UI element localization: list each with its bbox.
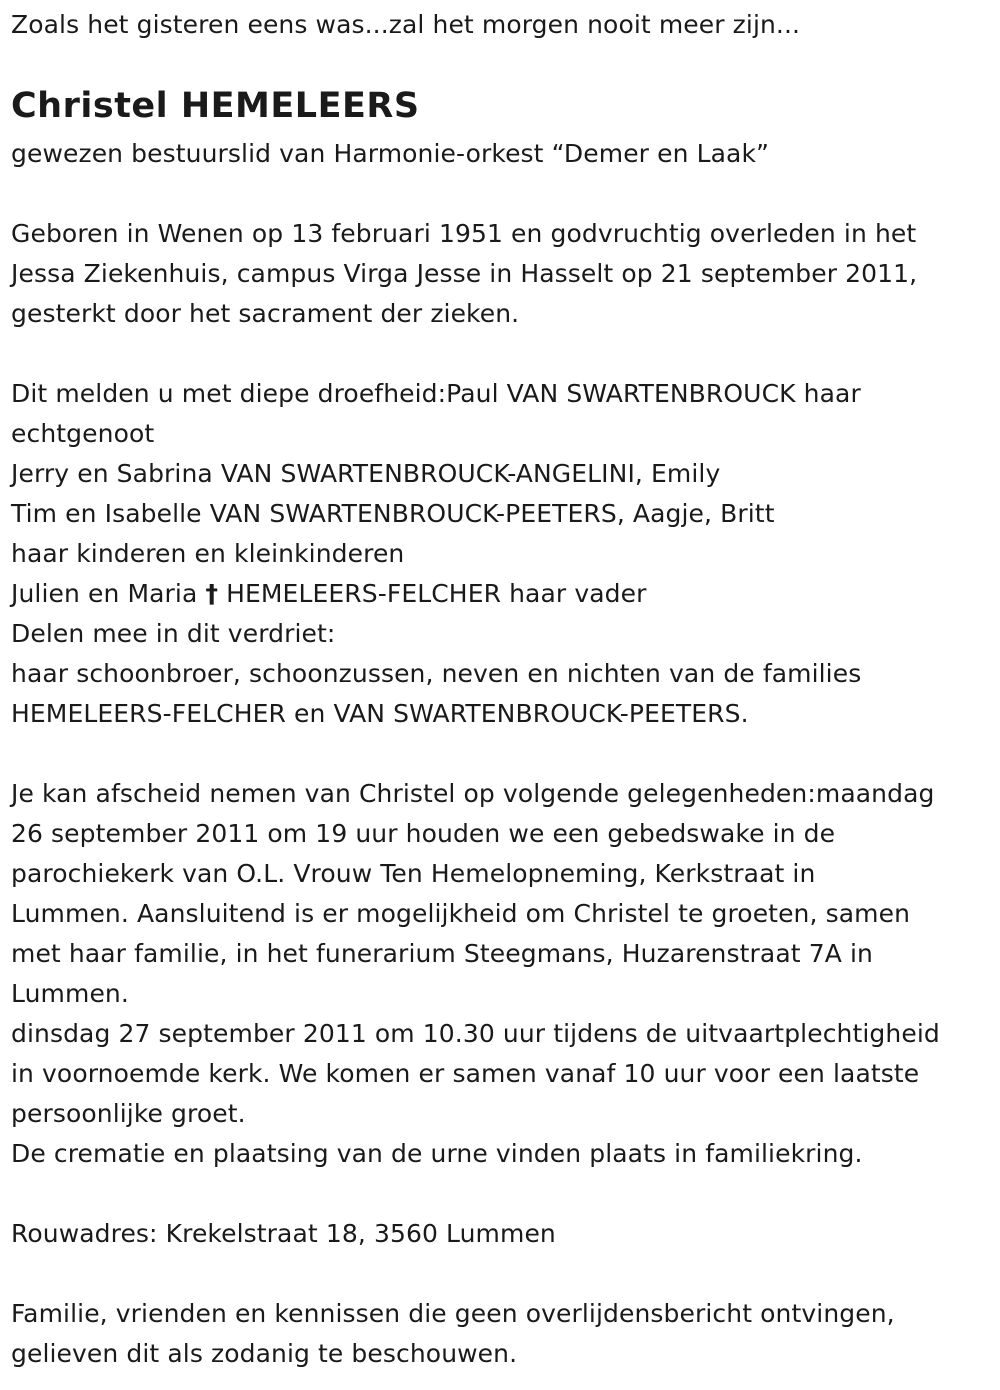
text-line: gesterkt door het sacrament der zieken. bbox=[11, 299, 520, 328]
text-line: haar kinderen en kleinkinderen bbox=[11, 539, 405, 568]
text-line: Delen mee in dit verdriet: bbox=[11, 619, 336, 648]
text-line: gelieven dit als zodanig te beschouwen. bbox=[11, 1339, 518, 1368]
text-line: Geboren in Wenen op 13 februari 1951 en godvruchtig overleden in het bbox=[11, 219, 917, 248]
text-segment: HEMELEERS-FELCHER haar vader bbox=[218, 579, 647, 608]
text-line: dinsdag 27 september 2011 om 10.30 uur tijdens de uitvaartplechtigheid bbox=[11, 1019, 940, 1048]
text-line: Familie, vrienden en kennissen die geen overlijdensbericht ontvingen, bbox=[11, 1299, 895, 1328]
motto: Zoals het gisteren eens was...zal het morgen nooit meer zijn... bbox=[11, 10, 801, 39]
text-line: Jerry en Sabrina VAN SWARTENBROUCK-ANGELINI, Emily bbox=[11, 459, 721, 488]
mourning-address: Rouwadres: Krekelstraat 18, 3560 Lummen bbox=[11, 1219, 556, 1248]
deceased-name: Christel HEMELEERS bbox=[11, 86, 420, 126]
text-line: parochiekerk van O.L. Vrouw Ten Hemelopneming, Kerkstraat in bbox=[11, 859, 816, 888]
subtitle: gewezen bestuurslid van Harmonie-orkest “Demer en Laak” bbox=[11, 139, 770, 168]
text-line: HEMELEERS-FELCHER en VAN SWARTENBROUCK-PEETERS. bbox=[11, 699, 749, 728]
text-line: 26 september 2011 om 19 uur houden we een gebedswake in de bbox=[11, 819, 836, 848]
cross-icon: † bbox=[205, 579, 219, 608]
text-line-with-cross bbox=[11, 574, 861, 614]
text-line: Lummen. Aansluitend is er mogelijkheid om Christel te groeten, samen bbox=[11, 899, 911, 928]
subtitle-block bbox=[11, 134, 769, 174]
text-line: Dit melden u met diepe droefheid:Paul VAN SWARTENBROUCK haar bbox=[11, 379, 861, 408]
text-line: echtgenoot bbox=[11, 419, 155, 448]
text-line: met haar familie, in het funerarium Steegmans, Huzarenstraat 7A in bbox=[11, 939, 873, 968]
family-paragraph bbox=[11, 374, 861, 734]
text-line: Lummen. bbox=[11, 979, 129, 1008]
text-line: Jessa Ziekenhuis, campus Virga Jesse in Hasselt op 21 september 2011, bbox=[11, 259, 918, 288]
birth-paragraph bbox=[11, 214, 917, 334]
text-line: Je kan afscheid nemen van Christel op volgende gelegenheden:maandag bbox=[11, 779, 935, 808]
text-line: Tim en Isabelle VAN SWARTENBROUCK-PEETERS, Aagje, Britt bbox=[11, 499, 775, 528]
address-paragraph bbox=[11, 1214, 556, 1254]
text-segment: Julien en Maria bbox=[11, 579, 206, 608]
text-line: haar schoonbroer, schoonzussen, neven en nichten van de families bbox=[11, 659, 862, 688]
closing-paragraph bbox=[11, 1294, 895, 1374]
text-line: De crematie en plaatsing van de urne vinden plaats in familiekring. bbox=[11, 1139, 863, 1168]
text-line: in voornoemde kerk. We komen er samen vanaf 10 uur voor een laatste bbox=[11, 1059, 920, 1088]
text-line: persoonlijke groet. bbox=[11, 1099, 246, 1128]
farewell-paragraph bbox=[11, 774, 940, 1174]
